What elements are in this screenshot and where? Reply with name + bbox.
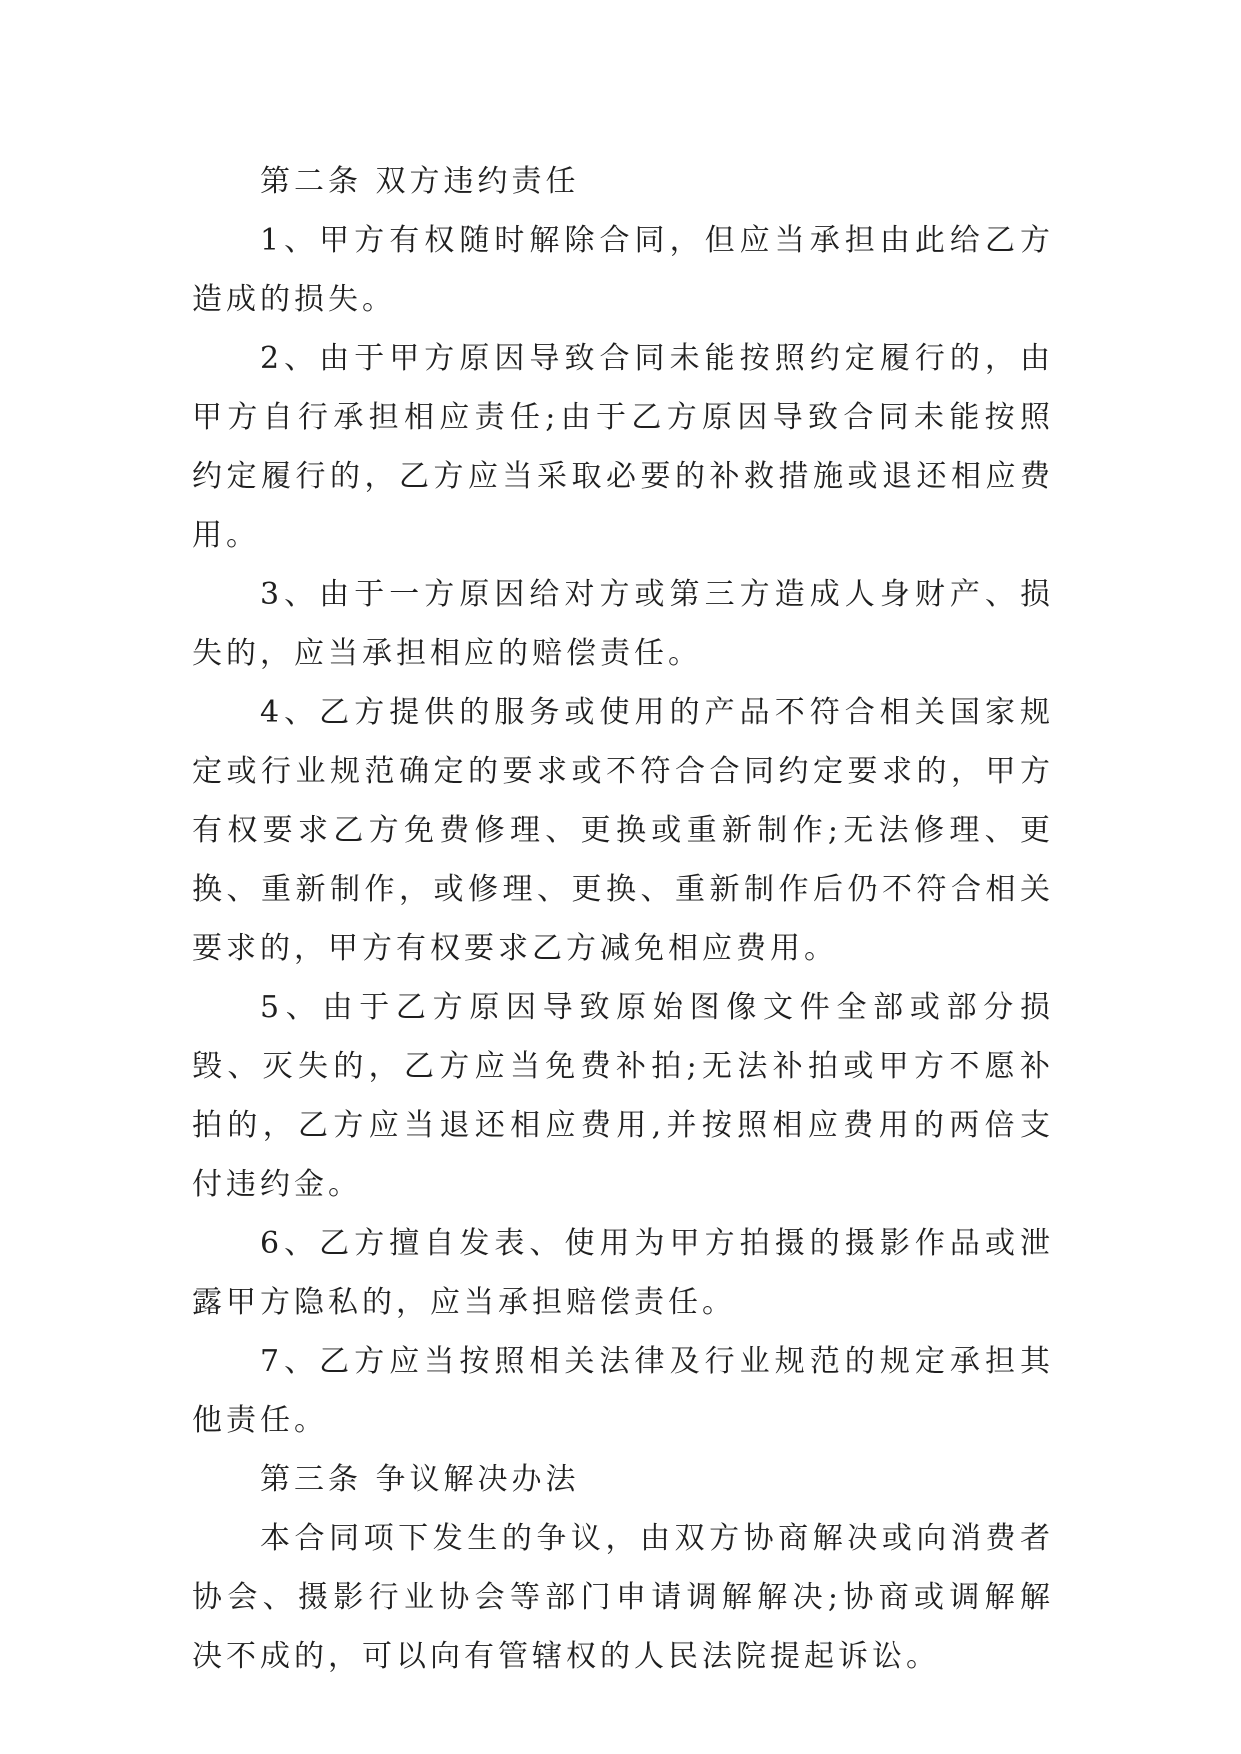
clause-2: 2、由于甲方原因导致合同未能按照约定履行的，由甲方自行承担相应责任;由于乙方原因导致合同未能按照约定履行的，乙方应当采取必要的补救措施或退还相应费用。 (192, 341, 1054, 553)
section-heading-article-3: 第三条 争议解决办法 (260, 1462, 580, 1497)
document-body (192, 152, 1054, 1686)
clause-5: 5、由于乙方原因导致原始图像文件全部或部分损毁、灭失的，乙方应当免费补拍;无法补拍或甲方不愿补拍的，乙方应当退还相应费用,并按照相应费用的两倍支付违约金。 (192, 990, 1054, 1202)
clause-7: 7、乙方应当按照相关法律及行业规范的规定承担其他责任。 (192, 1344, 1054, 1438)
dispute-resolution-paragraph: 本合同项下发生的争议，由双方协商解决或向消费者协会、摄影行业协会等部门申请调解解决;协商或调解解决不成的，可以向有管辖权的人民法院提起诉讼。 (192, 1521, 1054, 1674)
clause-3: 3、由于一方原因给对方或第三方造成人身财产、损失的，应当承担相应的赔偿责任。 (192, 577, 1054, 671)
clause-6: 6、乙方擅自发表、使用为甲方拍摄的摄影作品或泄露甲方隐私的，应当承担赔偿责任。 (192, 1226, 1054, 1320)
clause-4: 4、乙方提供的服务或使用的产品不符合相关国家规定或行业规范确定的要求或不符合合同约定要求的，甲方有权要求乙方免费修理、更换或重新制作;无法修理、更换、重新制作，或修理、更换、重新制作后仍不符合相关要求的，甲方有权要求乙方减免相应费用。 (192, 695, 1054, 966)
clause-1: 1、甲方有权随时解除合同，但应当承担由此给乙方造成的损失。 (192, 223, 1054, 317)
section-heading-article-2: 第二条 双方违约责任 (260, 164, 580, 199)
